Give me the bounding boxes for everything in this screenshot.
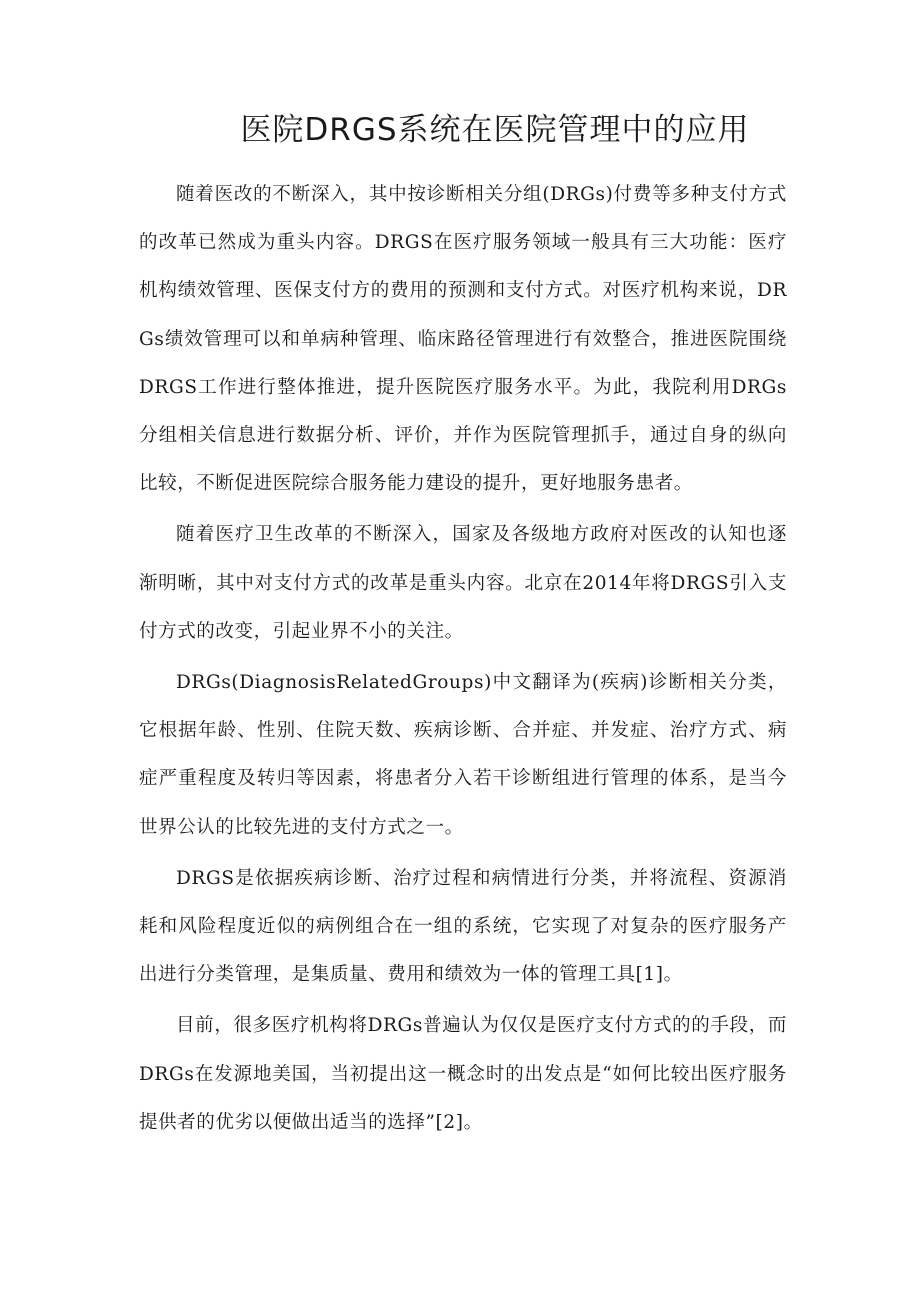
paragraph-3: DRGs(DiagnosisRelatedGroups)中文翻译为(疾病)诊断相关分类，它根据年龄、性别、住院天数、疾病诊断、合并症、并发症、治疗方式、病症严重程度及转归等因素，将患者分入若干诊断组进行管理的体系，是当今世界公认的比较先进的支付方式之一。: [139, 672, 787, 838]
document-body: [139, 171, 787, 1150]
paragraph-2: 随着医疗卫生改革的不断深入，国家及各级地方政府对医改的认知也逐渐明晰，其中对支付方式的改革是重头内容。北京在2014年将DRGS引入支付方式的改变，引起业界不小的关注。: [139, 524, 787, 642]
paragraph-1: 随着医改的不断深入，其中按诊断相关分组(DRGs)付费等多种支付方式的改革已然成为重头内容。DRGS在医疗服务领域一般具有三大功能：医疗机构绩效管理、医保支付方的费用的预测和支付方式。对医疗机构来说，DRGs绩效管理可以和单病种管理、临床路径管理进行有效整合，推进医院围绕DRGS工作进行整体推进，提升医院医疗服务水平。为此，我院利用DRGs分组相关信息进行数据分析、评价，并作为医院管理抓手，通过自身的纵向比较，不断促进医院综合服务能力建设的提升，更好地服务患者。: [139, 184, 787, 495]
paragraph-4: DRGS是依据疾病诊断、治疗过程和病情进行分类，并将流程、资源消耗和风险程度近似的病例组合在一组的系统，它实现了对复杂的医疗服务产出进行分类管理，是集质量、费用和绩效为一体的管理工具[1]。: [139, 867, 787, 986]
paragraph-5: 目前，很多医疗机构将DRGs普遍认为仅仅是医疗支付方式的的手段，而DRGs在发源地美国，当初提出这一概念时的出发点是“如何比较出医疗服务提供者的优劣以便做出适当的选择”[2]。: [139, 1015, 787, 1133]
document-title: 医院DRGS系统在医院管理中的应用: [240, 112, 750, 148]
